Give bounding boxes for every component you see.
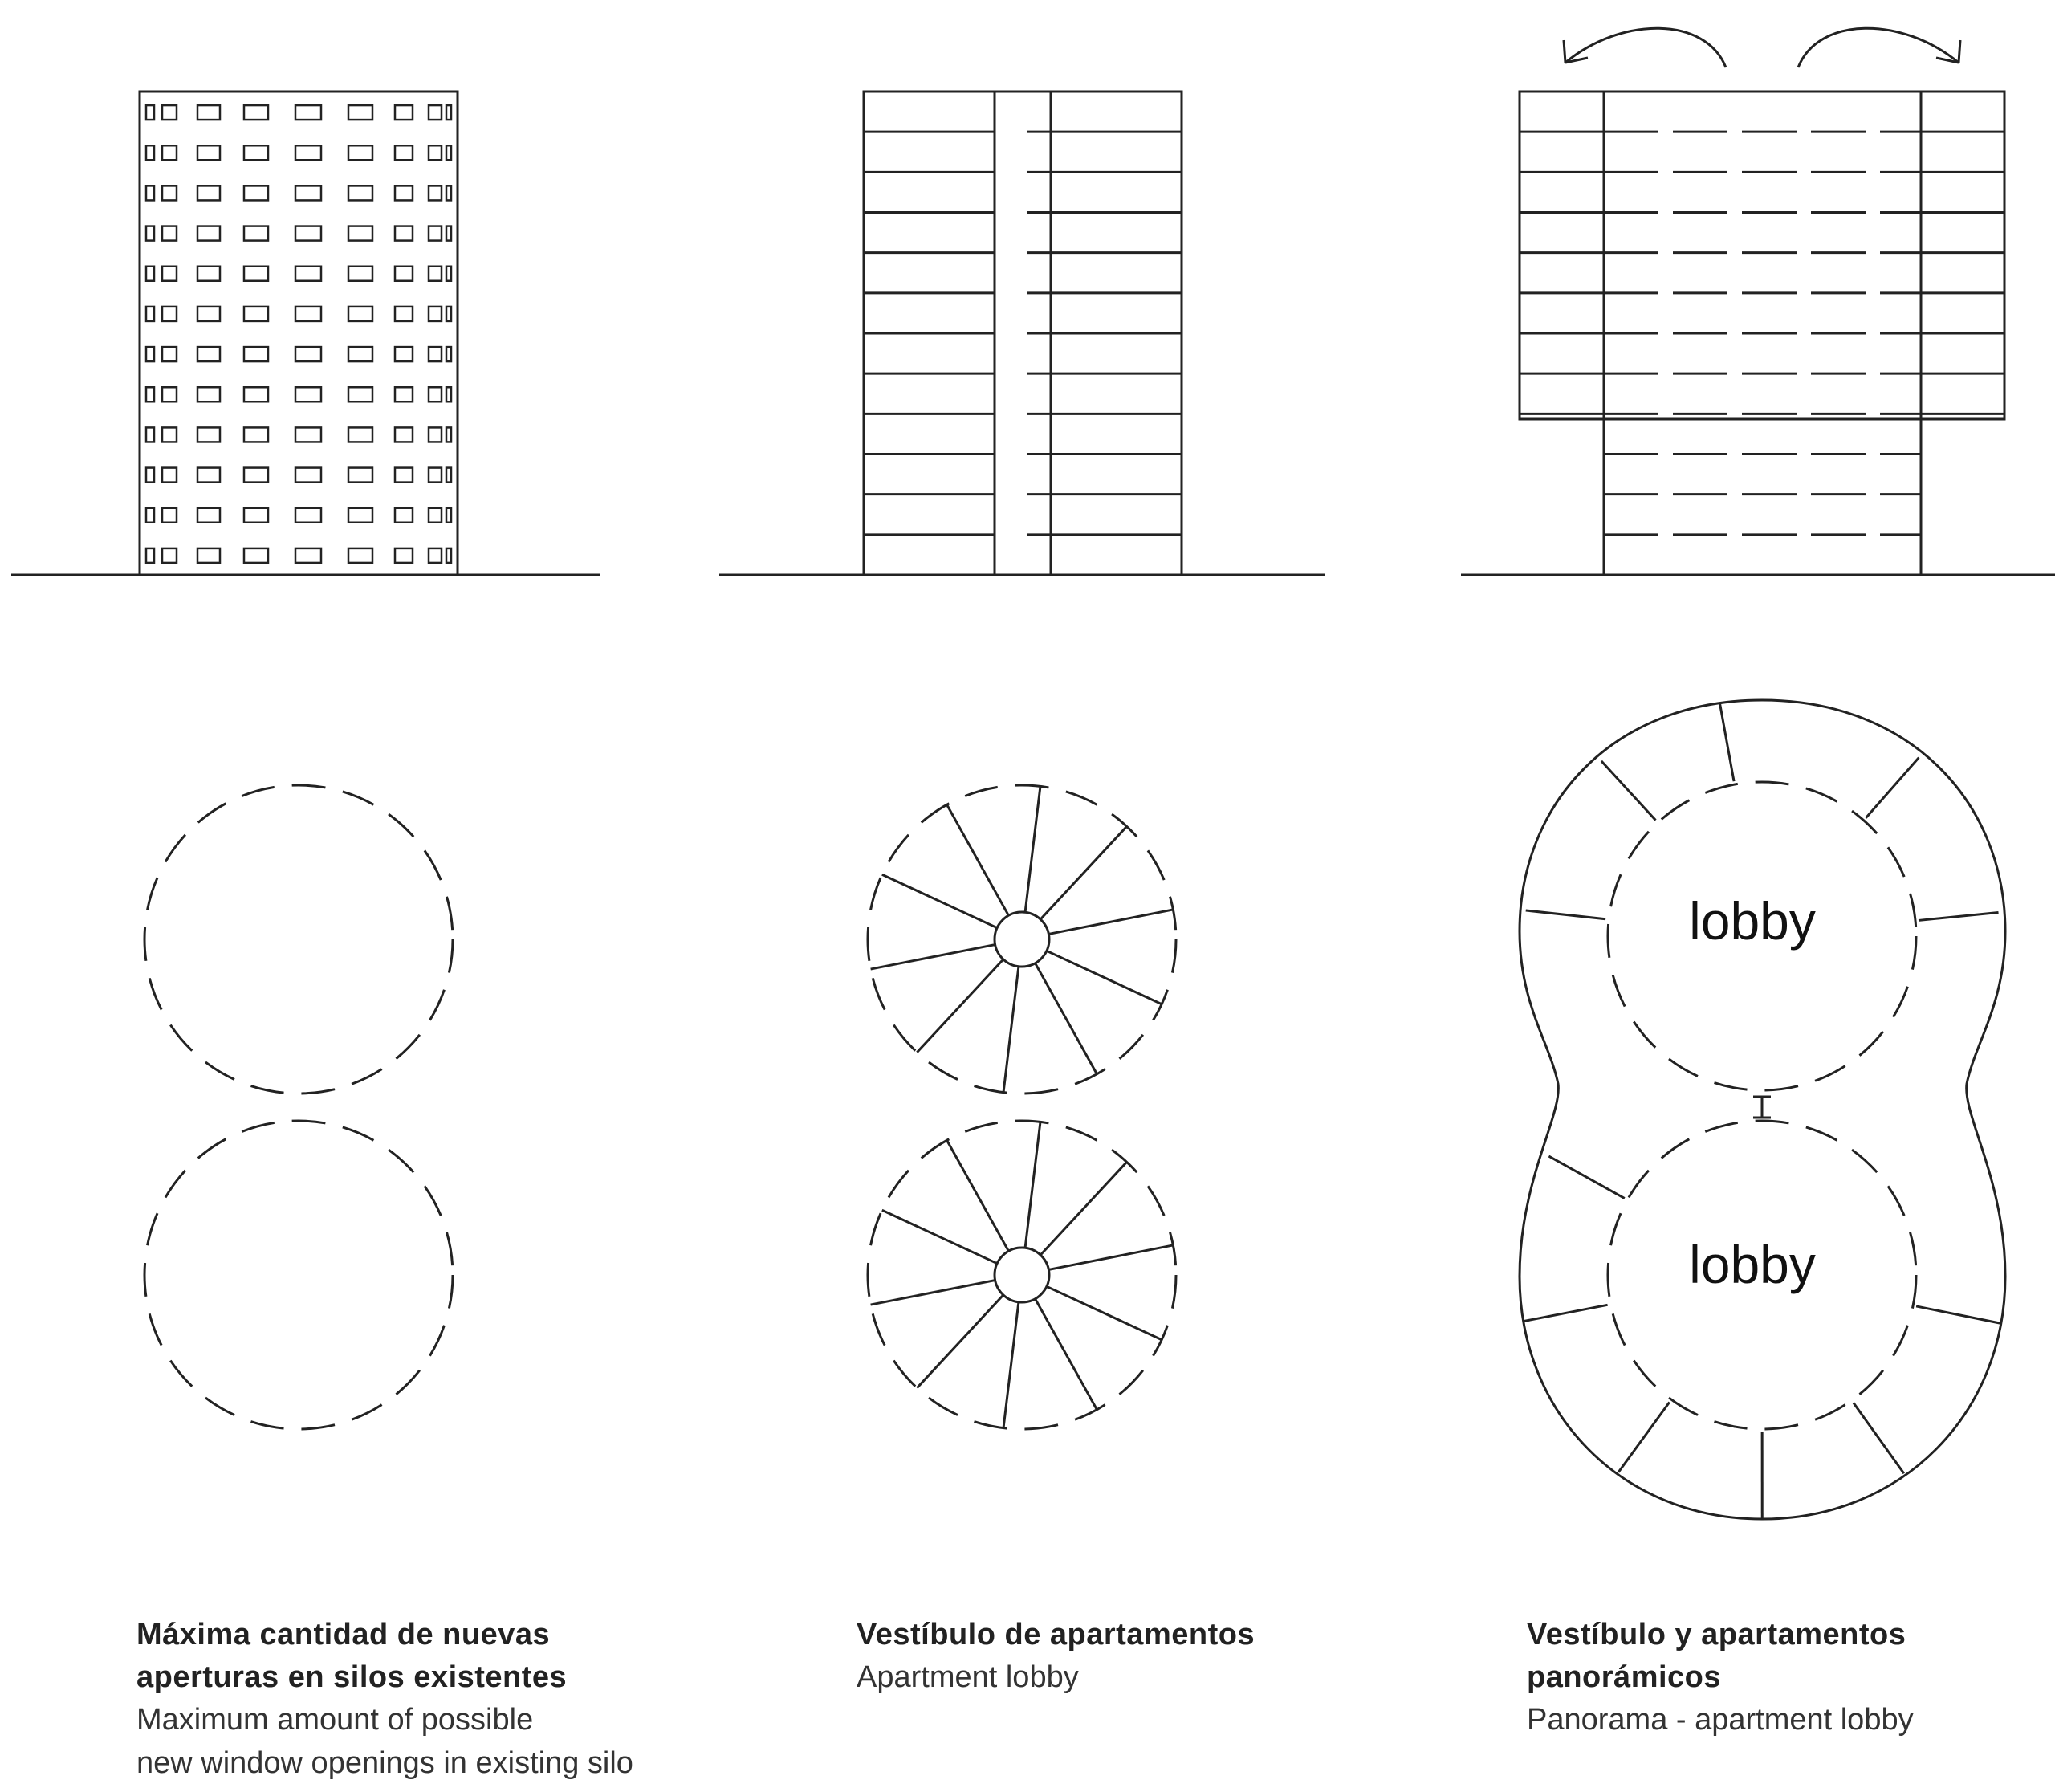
window bbox=[429, 307, 442, 321]
apartment-wall bbox=[1003, 967, 1019, 1093]
window bbox=[162, 468, 177, 483]
window bbox=[348, 267, 372, 281]
window bbox=[446, 508, 451, 523]
window bbox=[446, 427, 451, 442]
window bbox=[348, 387, 372, 401]
apartment-wall bbox=[1526, 910, 1605, 919]
window bbox=[395, 387, 413, 401]
window bbox=[162, 267, 177, 281]
window bbox=[429, 347, 442, 361]
caption-panel-2 bbox=[857, 1614, 1418, 1699]
window bbox=[429, 226, 442, 241]
window bbox=[197, 508, 220, 523]
caption-panel-1 bbox=[136, 1614, 698, 1785]
apartment-wall bbox=[871, 1281, 995, 1305]
window bbox=[162, 145, 177, 160]
apartment-wall bbox=[1036, 963, 1097, 1074]
window bbox=[295, 226, 321, 241]
apartment-wall bbox=[1025, 786, 1040, 912]
caption-spanish: Vestíbulo de apartamentos bbox=[857, 1618, 1255, 1651]
caption-english: Apartment lobby bbox=[857, 1660, 1079, 1695]
window bbox=[146, 548, 154, 563]
window bbox=[429, 427, 442, 442]
window bbox=[395, 548, 413, 563]
apartment-wall bbox=[1025, 1122, 1040, 1248]
window bbox=[146, 307, 154, 321]
window bbox=[197, 145, 220, 160]
apartment-wall bbox=[1048, 1245, 1173, 1269]
window bbox=[162, 307, 177, 321]
caption-english: Panorama - apartment lobby bbox=[1527, 1703, 1914, 1737]
panel-1-plan bbox=[144, 785, 453, 1429]
window bbox=[146, 267, 154, 281]
window bbox=[446, 347, 451, 361]
apartment-wall bbox=[1040, 1162, 1127, 1255]
window bbox=[162, 226, 177, 241]
window bbox=[429, 548, 442, 563]
window bbox=[146, 145, 154, 160]
stair-core-bottom bbox=[995, 1248, 1049, 1302]
window bbox=[395, 145, 413, 160]
panel-2-elevation bbox=[719, 92, 1325, 575]
window bbox=[429, 267, 442, 281]
window bbox=[295, 508, 321, 523]
apartment-wall bbox=[1719, 703, 1734, 781]
window bbox=[162, 347, 177, 361]
window bbox=[244, 145, 268, 160]
upper-extension-outline bbox=[1520, 92, 2004, 419]
window bbox=[295, 145, 321, 160]
window bbox=[446, 468, 451, 483]
window bbox=[395, 185, 413, 200]
window bbox=[197, 427, 220, 442]
window bbox=[295, 267, 321, 281]
window bbox=[446, 307, 451, 321]
window bbox=[244, 307, 268, 321]
silo-bottom-circle bbox=[868, 1121, 1176, 1429]
window bbox=[429, 145, 442, 160]
window bbox=[197, 387, 220, 401]
rotate-right-arrow bbox=[1798, 28, 1959, 67]
caption-english: Maximum amount of possible new window openings in existing silo bbox=[136, 1703, 633, 1780]
silo-top-circle bbox=[868, 785, 1176, 1094]
window bbox=[446, 145, 451, 160]
window bbox=[244, 427, 268, 442]
window bbox=[395, 427, 413, 442]
apartment-wall bbox=[1854, 1403, 1904, 1473]
window bbox=[295, 468, 321, 483]
window bbox=[446, 105, 451, 120]
window bbox=[429, 185, 442, 200]
window bbox=[146, 508, 154, 523]
window bbox=[295, 387, 321, 401]
window bbox=[197, 307, 220, 321]
window bbox=[162, 185, 177, 200]
window bbox=[446, 548, 451, 563]
building-outline bbox=[140, 92, 458, 575]
window bbox=[197, 468, 220, 483]
window bbox=[295, 307, 321, 321]
caption-spanish: Máxima cantidad de nuevas aperturas en silos existentes bbox=[136, 1618, 568, 1695]
apartment-wall bbox=[1047, 1286, 1162, 1339]
arrowhead-left bbox=[1564, 40, 1588, 63]
window bbox=[348, 307, 372, 321]
apartment-wall bbox=[917, 1295, 1003, 1388]
apartment-wall bbox=[882, 1210, 997, 1263]
apartment-wall bbox=[947, 804, 1009, 915]
window bbox=[197, 548, 220, 563]
window bbox=[348, 185, 372, 200]
window bbox=[295, 548, 321, 563]
window bbox=[446, 267, 451, 281]
window bbox=[395, 226, 413, 241]
window bbox=[446, 185, 451, 200]
window bbox=[395, 508, 413, 523]
apartment-wall bbox=[1523, 1305, 1608, 1322]
window bbox=[348, 145, 372, 160]
rotate-left-arrow bbox=[1565, 28, 1726, 67]
window bbox=[244, 508, 268, 523]
window bbox=[348, 347, 372, 361]
window bbox=[446, 387, 451, 401]
window bbox=[162, 548, 177, 563]
window bbox=[244, 347, 268, 361]
window bbox=[197, 185, 220, 200]
lobby-label-top: lobby bbox=[1689, 891, 1816, 951]
window bbox=[429, 387, 442, 401]
window bbox=[162, 508, 177, 523]
window bbox=[395, 468, 413, 483]
window bbox=[244, 267, 268, 281]
window bbox=[197, 347, 220, 361]
panel-2-plan bbox=[868, 785, 1176, 1429]
window bbox=[295, 185, 321, 200]
window bbox=[348, 226, 372, 241]
apartment-wall bbox=[871, 945, 995, 969]
silo-bottom-circle bbox=[144, 1121, 453, 1429]
window bbox=[395, 105, 413, 120]
window bbox=[395, 347, 413, 361]
stair-core-top bbox=[995, 912, 1049, 967]
window bbox=[146, 347, 154, 361]
window bbox=[146, 468, 154, 483]
window bbox=[244, 387, 268, 401]
window bbox=[348, 105, 372, 120]
window bbox=[244, 548, 268, 563]
window bbox=[395, 307, 413, 321]
apartment-wall bbox=[1618, 1402, 1670, 1472]
apartment-wall bbox=[1916, 1306, 2001, 1323]
window bbox=[162, 387, 177, 401]
panel-3-plan bbox=[1520, 700, 2005, 1519]
window bbox=[348, 427, 372, 442]
window bbox=[295, 427, 321, 442]
window bbox=[429, 508, 442, 523]
apartment-wall bbox=[1047, 951, 1162, 1004]
window bbox=[244, 468, 268, 483]
panel-3-elevation bbox=[1461, 28, 2055, 575]
window bbox=[197, 267, 220, 281]
apartment-wall bbox=[1040, 826, 1127, 919]
silo-top-circle bbox=[144, 785, 453, 1094]
window bbox=[146, 387, 154, 401]
apartment-wall bbox=[1048, 910, 1173, 934]
window bbox=[162, 105, 177, 120]
apartment-wall bbox=[1036, 1299, 1097, 1410]
caption-spanish: Vestíbulo y apartamentos panorámicos bbox=[1527, 1618, 1906, 1695]
panel-1-elevation bbox=[11, 92, 600, 575]
window bbox=[429, 105, 442, 120]
window bbox=[295, 347, 321, 361]
window bbox=[146, 105, 154, 120]
window bbox=[244, 105, 268, 120]
apartment-wall bbox=[1601, 761, 1656, 821]
window bbox=[162, 427, 177, 442]
window bbox=[146, 226, 154, 241]
window bbox=[348, 468, 372, 483]
apartment-wall bbox=[947, 1140, 1009, 1251]
apartment-wall bbox=[1548, 1156, 1624, 1199]
caption-panel-3 bbox=[1527, 1614, 2041, 1742]
window bbox=[197, 105, 220, 120]
window bbox=[244, 185, 268, 200]
apartment-wall bbox=[1003, 1302, 1019, 1428]
window bbox=[446, 226, 451, 241]
arrowhead-right bbox=[1936, 40, 1960, 63]
apartment-wall bbox=[882, 874, 997, 927]
window bbox=[295, 105, 321, 120]
apartment-wall bbox=[1919, 912, 1999, 920]
window bbox=[197, 226, 220, 241]
lobby-label-bottom: lobby bbox=[1689, 1235, 1816, 1294]
apartment-wall bbox=[917, 959, 1003, 1053]
window bbox=[348, 508, 372, 523]
window bbox=[146, 185, 154, 200]
apartment-wall bbox=[1866, 758, 1919, 818]
window bbox=[429, 468, 442, 483]
window bbox=[395, 267, 413, 281]
window bbox=[348, 548, 372, 563]
window bbox=[146, 427, 154, 442]
window bbox=[244, 226, 268, 241]
